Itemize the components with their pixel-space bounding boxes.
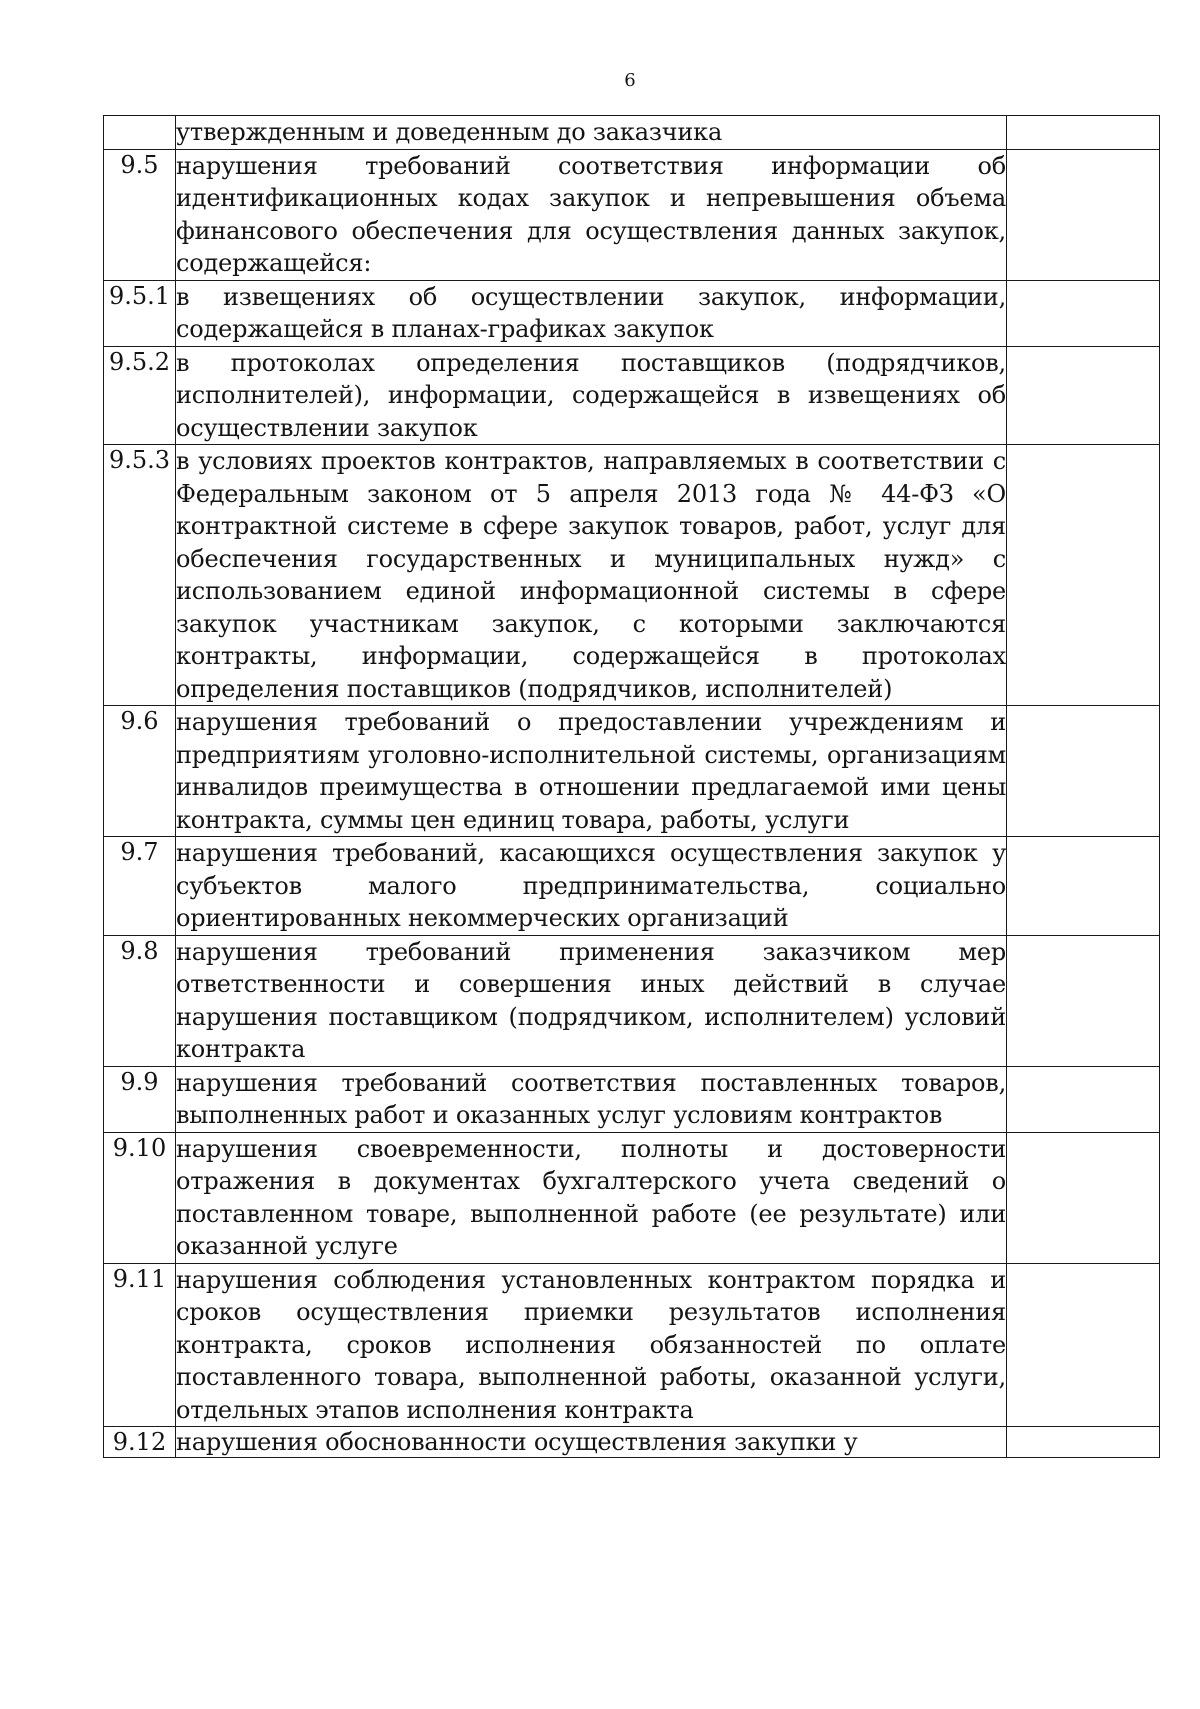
row-number: 9.5.3 <box>104 445 176 706</box>
table-row <box>104 1263 1160 1427</box>
row-text: утвержденным и доведенным до заказчика <box>176 116 1007 150</box>
row-extra-cell <box>1007 116 1160 150</box>
row-number: 9.5 <box>104 149 176 280</box>
row-number: 9.7 <box>104 837 176 936</box>
table-row <box>104 280 1160 346</box>
table-row <box>104 1066 1160 1132</box>
table-row <box>104 1132 1160 1263</box>
row-number: 9.8 <box>104 935 176 1066</box>
row-extra-cell <box>1007 280 1160 346</box>
row-text: в извещениях об осуществлении закупок, информации, содержащейся в планах-графиках закупок <box>176 280 1007 346</box>
table-row <box>104 706 1160 837</box>
table-row <box>104 837 1160 936</box>
row-extra-cell <box>1007 149 1160 280</box>
row-extra-cell <box>1007 1263 1160 1427</box>
row-text: нарушения требований, касающихся осуществления закупок у субъектов малого предпринимательства, социально ориентированных некоммерческих организаций <box>176 837 1007 936</box>
row-extra-cell <box>1007 935 1160 1066</box>
table-row <box>104 346 1160 445</box>
row-text: нарушения своевременности, полноты и достоверности отражения в документах бухгалтерского учета сведений о поставленном товаре, выполненной работе (ее результате) или оказанной услуге <box>176 1132 1007 1263</box>
row-extra-cell <box>1007 1132 1160 1263</box>
row-text: в протоколах определения поставщиков (подрядчиков, исполнителей), информации, содержащейся в извещениях об осуществлении закупок <box>176 346 1007 445</box>
row-number: 9.5.2 <box>104 346 176 445</box>
row-extra-cell <box>1007 1066 1160 1132</box>
row-number: 9.6 <box>104 706 176 837</box>
row-text: нарушения требований соответствия информации об идентификационных кодах закупок и непревышения объема финансового обеспечения для осуществления данных закупок, содержащейся: <box>176 149 1007 280</box>
row-extra-cell <box>1007 346 1160 445</box>
table-row <box>104 445 1160 706</box>
row-text: нарушения требований соответствия поставленных товаров, выполненных работ и оказанных услуг условиям контрактов <box>176 1066 1007 1132</box>
row-extra-cell <box>1007 1427 1160 1458</box>
row-text: нарушения требований применения заказчиком мер ответственности и совершения иных действий в случае нарушения поставщиком (подрядчиком, исполнителем) условий контракта <box>176 935 1007 1066</box>
row-number <box>104 116 176 150</box>
page-number: 6 <box>624 70 636 91</box>
row-text: нарушения обоснованности осуществления закупки у <box>176 1427 1007 1458</box>
violations-table <box>103 115 1160 1458</box>
row-extra-cell <box>1007 445 1160 706</box>
row-text: в условиях проектов контрактов, направляемых в соответствии с Федеральным законом от 5 апреля 2013 года № 44-ФЗ «О контрактной системе в сфере закупок товаров, работ, услуг для обеспечения государственных и муниципальных нужд» с использованием единой информационной системы в сфере закупок участникам закупок, с которыми заключаются контракты, информации, содержащейся в протоколах определения поставщиков (подрядчиков, исполнителей) <box>176 445 1007 706</box>
row-number: 9.9 <box>104 1066 176 1132</box>
table-row <box>104 116 1160 150</box>
row-text: нарушения требований о предоставлении учреждениям и предприятиям уголовно-исполнительной системы, организациям инвалидов преимущества в отношении предлагаемой ими цены контракта, суммы цен единиц товара, работы, услуги <box>176 706 1007 837</box>
row-number: 9.10 <box>104 1132 176 1263</box>
table-row <box>104 1427 1160 1458</box>
table-row <box>104 149 1160 280</box>
row-extra-cell <box>1007 706 1160 837</box>
row-number: 9.11 <box>104 1263 176 1427</box>
row-number: 9.12 <box>104 1427 176 1458</box>
row-text: нарушения соблюдения установленных контрактом порядка и сроков осуществления приемки результатов исполнения контракта, сроков исполнения обязанностей по оплате поставленного товара, выполненной работы, оказанной услуги, отдельных этапов исполнения контракта <box>176 1263 1007 1427</box>
table-row <box>104 935 1160 1066</box>
row-number: 9.5.1 <box>104 280 176 346</box>
row-extra-cell <box>1007 837 1160 936</box>
